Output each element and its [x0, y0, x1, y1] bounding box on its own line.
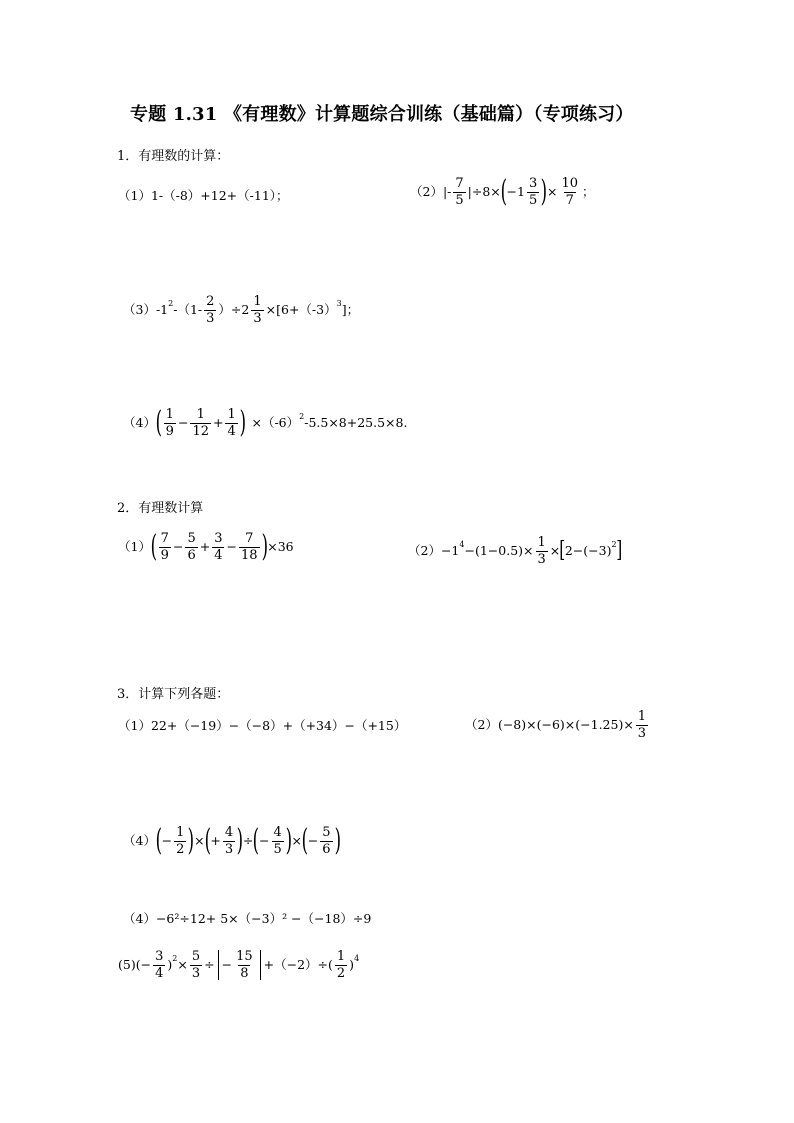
numerator: 1: [537, 535, 546, 550]
fraction: [225, 408, 237, 438]
exponent: 2: [172, 954, 178, 964]
left-paren: (: [150, 529, 158, 565]
operator: −: [226, 538, 237, 554]
section-heading-2: 2．有理数计算: [117, 501, 204, 516]
right-paren: ): [540, 174, 548, 210]
expression-part: -（1-: [173, 301, 203, 317]
expression-part: −(1−0.5)×: [464, 542, 534, 558]
denominator: 9: [160, 547, 169, 563]
expression-part: ÷: [204, 956, 215, 972]
numerator: 1: [176, 825, 185, 840]
left-paren: (: [301, 823, 309, 859]
exponent: 4: [459, 540, 465, 550]
problem-label: （4）: [123, 414, 156, 430]
problem-label: （1）: [118, 718, 151, 733]
operator: ×: [291, 832, 303, 848]
fraction: [190, 408, 211, 438]
abs-bar-left: [218, 950, 219, 980]
problem-1-3: [123, 295, 359, 325]
denominator: 4: [155, 965, 164, 981]
denominator: 4: [227, 423, 236, 439]
numerator: 4: [273, 825, 282, 840]
numerator: 5: [187, 531, 196, 546]
denominator: 3: [224, 841, 234, 857]
expression-part: ×: [546, 183, 558, 199]
problem-label: (5): [118, 956, 136, 972]
expression-part: ×: [177, 956, 188, 972]
expression: 1-（-8）+12+（-11）；: [150, 188, 289, 203]
problem-1-2: [410, 174, 595, 210]
problem-label: （3）: [123, 301, 156, 317]
problem-label: （4）: [123, 832, 156, 848]
expression-part: −1: [506, 183, 525, 199]
expression-part: ×36: [267, 538, 294, 554]
denominator: 3: [191, 965, 201, 981]
sign: −: [307, 832, 319, 848]
exponent: 3: [336, 299, 342, 309]
right-paren: ): [239, 405, 246, 441]
denominator: 5: [528, 192, 538, 208]
numerator: 3: [528, 176, 538, 191]
fraction: [527, 177, 539, 207]
fraction: [153, 950, 165, 980]
exponent: 2: [299, 412, 305, 422]
expression-part: ]；: [341, 301, 360, 317]
expression-part: -1: [155, 301, 169, 317]
denominator: 8: [240, 965, 249, 981]
denominator: 18: [240, 547, 258, 563]
fraction: [223, 826, 235, 856]
numerator: 7: [245, 531, 254, 546]
problem-3-4: [123, 913, 371, 926]
expression-part: ×[6+（-3）: [265, 301, 337, 317]
problem-label: （4）: [123, 911, 156, 926]
denominator: 2: [336, 965, 346, 981]
right-paren: ): [188, 823, 195, 859]
fraction: [190, 950, 202, 980]
section-heading-3: 3．计算下列各题：: [117, 687, 230, 702]
right-paren: ): [236, 823, 244, 859]
numerator: 1: [637, 709, 647, 724]
expression-part: (−: [135, 956, 152, 972]
right-paren: ): [261, 529, 268, 565]
fraction: [335, 950, 347, 980]
exponent: 2: [168, 299, 174, 309]
denominator: 5: [455, 192, 464, 208]
expression-part: |-: [442, 183, 452, 199]
expression: −6²÷12+ 5×（−3）² −（−18）÷9: [155, 911, 372, 926]
sign: +: [210, 832, 221, 848]
right-paren: ): [334, 823, 341, 859]
sign: −: [221, 956, 233, 972]
expression-part: +（−2）÷(: [263, 956, 333, 972]
expression-part: ): [349, 956, 355, 972]
left-paren: (: [204, 823, 211, 859]
expression-part: (−8)×(−6)×(−1.25)×: [497, 716, 634, 732]
numerator: 1: [196, 407, 205, 422]
operator: −: [177, 414, 189, 430]
expression-part: ×: [549, 542, 561, 558]
denominator: 12: [192, 423, 209, 439]
expression-part: |÷8×: [467, 183, 501, 199]
denominator: 7: [565, 192, 574, 208]
denominator: 3: [537, 551, 546, 567]
numerator: 1: [165, 407, 174, 422]
numerator: 2: [206, 294, 215, 309]
page-title: 专题 1.31 《有理数》计算题综合训练（基础篇）（专项练习）: [130, 104, 634, 125]
expression-part: ): [167, 956, 173, 972]
problem-3-2: [465, 710, 650, 740]
fraction: [164, 408, 176, 438]
problem-1-1: [118, 190, 289, 203]
expression-part: ；: [581, 183, 595, 199]
expression: 22+（−19）−（−8）+（+34）−（+15）: [150, 718, 407, 733]
problem-1-4: [123, 405, 408, 441]
fraction: [212, 532, 224, 562]
fraction: [159, 532, 171, 562]
denominator: 3: [206, 310, 215, 326]
fraction: [559, 177, 580, 207]
numerator: 4: [224, 825, 234, 840]
numerator: 3: [155, 949, 164, 964]
denominator: 9: [165, 423, 174, 439]
numerator: 15: [236, 949, 253, 964]
problem-label: （1）: [118, 188, 151, 203]
fraction: [320, 826, 332, 856]
denominator: 6: [322, 841, 331, 857]
exponent: 2: [611, 540, 617, 550]
problem-label: （2）: [410, 183, 443, 199]
denominator: 2: [176, 841, 185, 857]
numerator: 1: [253, 294, 262, 309]
problem-label: （2）: [408, 542, 441, 558]
problem-label: （1）: [118, 538, 151, 554]
section-heading-1: 1．有理数的计算：: [117, 149, 230, 164]
fraction: [251, 295, 263, 325]
fraction: [234, 950, 255, 980]
left-paren: (: [500, 174, 507, 210]
fraction: [536, 536, 548, 566]
right-paren: ): [285, 823, 292, 859]
fraction: [204, 295, 216, 325]
sign: −: [259, 832, 270, 848]
operator: +: [212, 414, 224, 430]
expression-part: ）÷2: [218, 301, 250, 317]
problem-3-3: [123, 823, 341, 859]
denominator: 3: [253, 310, 262, 326]
numerator: 5: [322, 825, 331, 840]
sign: −: [161, 832, 173, 848]
expression-part: −1: [440, 542, 460, 558]
problem-2-2: [408, 536, 621, 566]
fraction: [272, 826, 284, 856]
exponent: 4: [354, 954, 360, 964]
fraction: [453, 177, 465, 207]
numerator: 1: [336, 949, 346, 964]
problem-2-1: [118, 529, 294, 565]
left-paren: (: [155, 823, 163, 859]
expression-part: ×（-6）: [251, 414, 300, 430]
fraction: [636, 710, 648, 740]
numerator: 5: [191, 949, 201, 964]
left-bracket: [: [559, 538, 566, 564]
numerator: 7: [455, 176, 464, 191]
operator: −: [172, 538, 184, 554]
fraction: [174, 826, 186, 856]
operator: ×: [194, 832, 205, 848]
problem-3-1: [118, 720, 406, 733]
right-bracket: ]: [615, 538, 622, 564]
expression-part: -5.5×8+25.5×8.: [304, 414, 408, 430]
numerator: 10: [561, 176, 578, 191]
left-paren: (: [155, 405, 163, 441]
denominator: 4: [214, 547, 223, 563]
operator: ÷: [242, 832, 254, 848]
problem-label: （2）: [465, 716, 498, 732]
left-paren: (: [252, 823, 260, 859]
numerator: 7: [160, 531, 169, 546]
problem-3-5: [118, 950, 359, 980]
denominator: 6: [187, 547, 196, 563]
fraction: [239, 532, 260, 562]
operator: +: [199, 538, 211, 554]
abs-bar-right: [260, 950, 261, 980]
fraction: [185, 532, 197, 562]
expression-part: 2−(−3): [564, 542, 612, 558]
numerator: 3: [214, 531, 223, 546]
denominator: 5: [273, 841, 282, 857]
denominator: 3: [637, 725, 647, 741]
numerator: 1: [227, 407, 236, 422]
